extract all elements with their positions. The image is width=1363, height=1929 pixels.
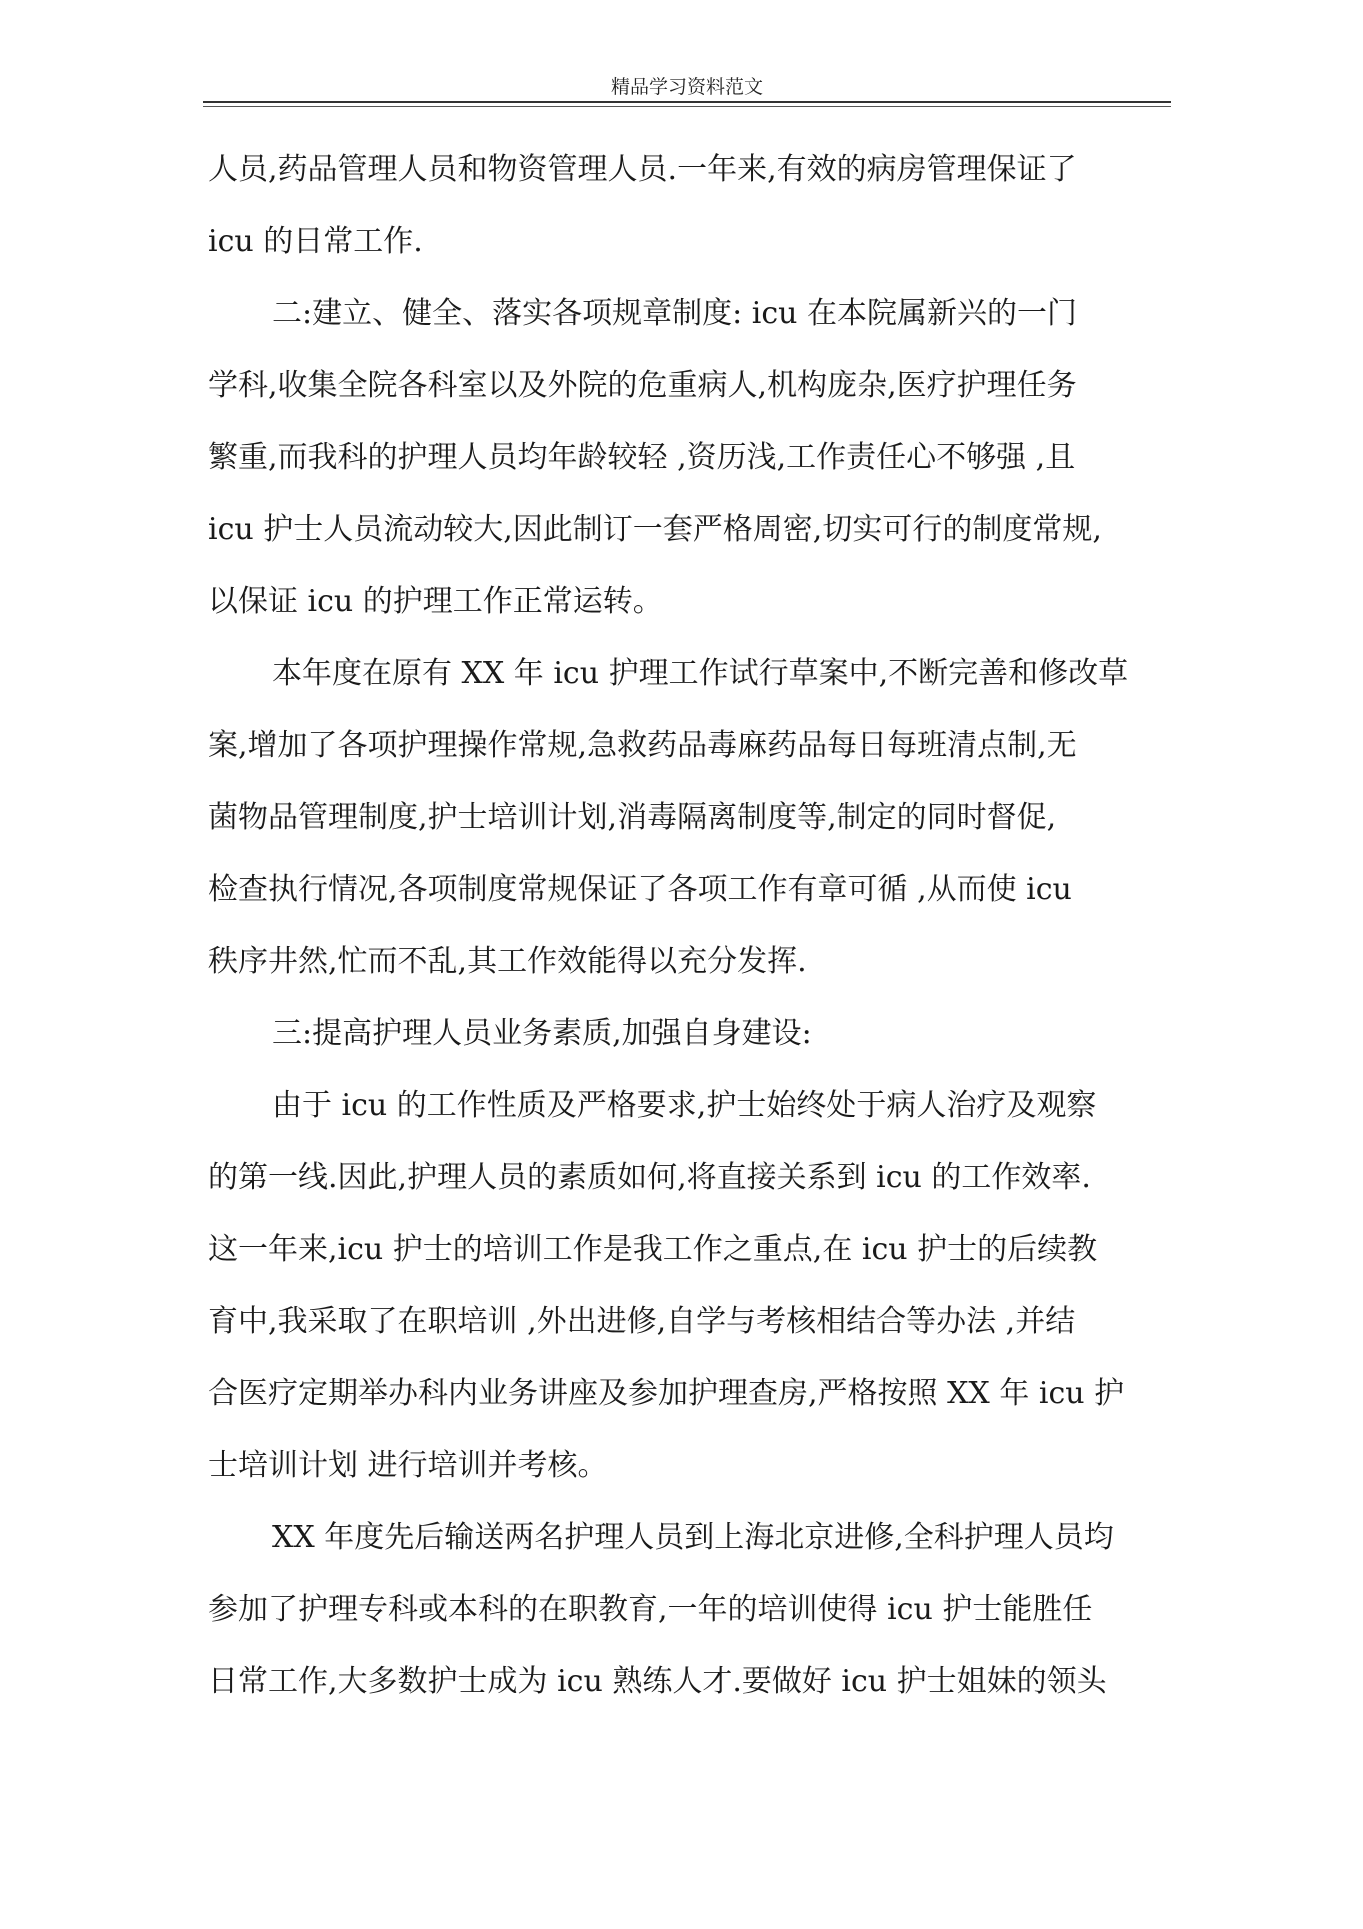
text-line: 菌物品管理制度,护士培训计划,消毒隔离制度等,制定的同时督促,	[208, 800, 1057, 835]
header-divider-thin	[203, 106, 1171, 107]
text-line: 士培训计划 进行培训并考核。	[208, 1448, 608, 1483]
paragraph-start: XX 年度先后输送两名护理人员到上海北京进修,全科护理人员均	[272, 1520, 1114, 1555]
text-line: 的第一线.因此,护理人员的素质如何,将直接关系到 icu 的工作效率.	[208, 1160, 1091, 1195]
text-line: 学科,收集全院各科室以及外院的危重病人,机构庞杂,医疗护理任务	[208, 368, 1077, 403]
text-line: 合医疗定期举办科内业务讲座及参加护理查房,严格按照 XX 年 icu 护	[208, 1376, 1125, 1411]
text-line: 检查执行情况,各项制度常规保证了各项工作有章可循 ,从而使 icu	[208, 872, 1072, 907]
text-line: 秩序井然,忙而不乱,其工作效能得以充分发挥.	[208, 944, 807, 979]
text-line: 参加了护理专科或本科的在职教育,一年的培训使得 icu 护士能胜任	[208, 1592, 1093, 1627]
section-heading: 三:提高护理人员业务素质,加强自身建设:	[272, 1016, 812, 1051]
text-line: 人员,药品管理人员和物资管理人员.一年来,有效的病房管理保证了	[208, 152, 1077, 187]
paragraph-start: 由于 icu 的工作性质及严格要求,护士始终处于病人治疗及观察	[272, 1088, 1097, 1123]
paragraph-start: 本年度在原有 XX 年 icu 护理工作试行草案中,不断完善和修改草	[272, 656, 1129, 691]
document-body	[208, 142, 1173, 1726]
text-line: 育中,我采取了在职培训 ,外出进修,自学与考核相结合等办法 ,并结	[208, 1304, 1076, 1339]
header-divider	[203, 101, 1171, 103]
page-header: 精品学习资料范文	[610, 76, 763, 98]
section-heading: 二:建立、健全、落实各项规章制度: icu 在本院属新兴的一门	[272, 296, 1078, 331]
text-line: 日常工作,大多数护士成为 icu 熟练人才.要做好 icu 护士姐妹的领头	[208, 1664, 1107, 1699]
text-line: 繁重,而我科的护理人员均年龄较轻 ,资历浅,工作责任心不够强 ,且	[208, 440, 1076, 475]
text-line: 以保证 icu 的护理工作正常运转。	[208, 584, 663, 619]
text-line: 案,增加了各项护理操作常规,急救药品毒麻药品每日每班清点制,无	[208, 728, 1077, 763]
text-line: 这一年来,icu 护士的培训工作是我工作之重点,在 icu 护士的后续教	[208, 1232, 1098, 1267]
text-line: icu 护士人员流动较大,因此制订一套严格周密,切实可行的制度常规,	[208, 512, 1102, 547]
text-line: icu 的日常工作.	[208, 224, 423, 259]
